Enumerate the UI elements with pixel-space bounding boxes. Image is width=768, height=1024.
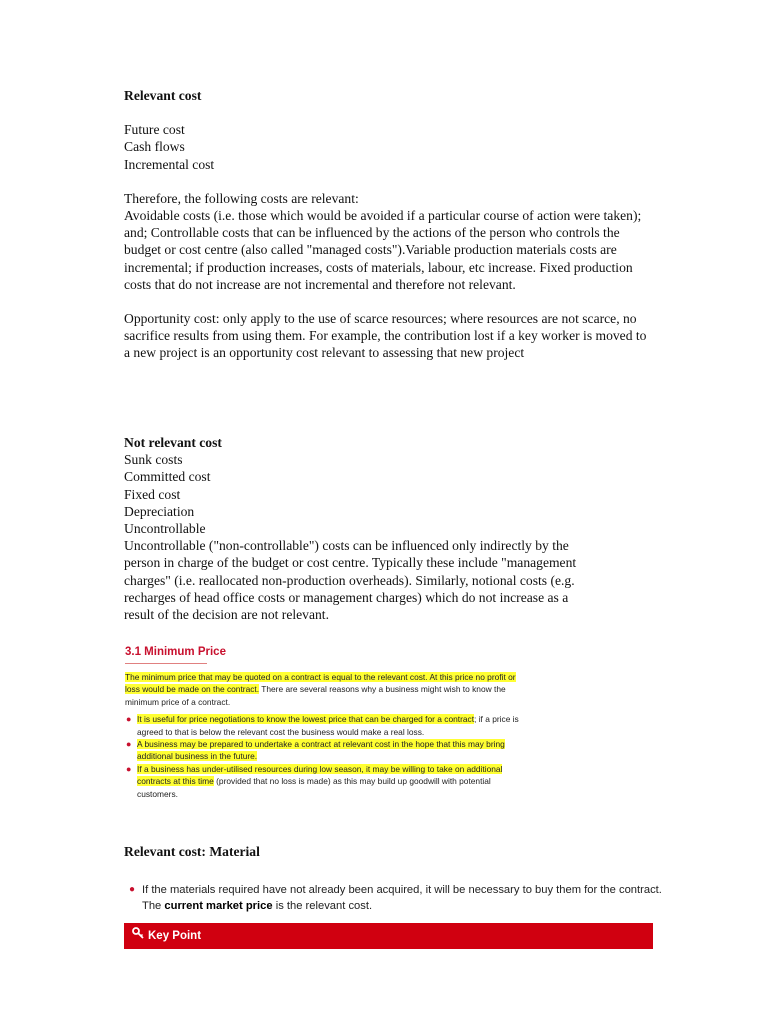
not-relevant-item: Depreciation <box>124 503 195 519</box>
material-bullet-line: If the materials required have not already been acquired, it will be necessary to buy them for the contract. <box>142 884 662 896</box>
uncontrollable-para-line: Uncontrollable ("non-controllable") costs can be influenced only indirectly by the <box>124 538 569 554</box>
not-relevant-item: Sunk costs <box>124 452 183 468</box>
minimum-price-intro <box>125 671 545 708</box>
relevant-para-line: budget or cost centre (also called "managed costs").Variable production materials costs are <box>124 242 617 258</box>
bullet-text: customers. <box>137 788 178 799</box>
bullet-highlight: contracts at this time <box>137 776 214 787</box>
intro-highlight: The minimum price that may be quoted on a contract is equal to the relevant cost. At this price no profit or <box>125 672 516 682</box>
not-relevant-item: Fixed cost <box>124 486 181 502</box>
not-relevant-item: Committed cost <box>124 469 211 485</box>
intro-text: minimum price of a contract. <box>125 696 231 707</box>
minimum-price-bullets <box>125 713 545 800</box>
material-bullet-text: The <box>142 900 165 912</box>
not-relevant-item: Uncontrollable <box>124 521 206 537</box>
bullet-highlight: If a business has under-utilised resources during low season, it may be willing to take on additional <box>137 763 503 774</box>
material-title: Relevant cost: Material <box>124 844 260 859</box>
bullet-highlight: It is useful for price negotiations to know the lowest price that can be charged for a contract <box>137 714 475 725</box>
bullet-dot-icon: ● <box>126 739 132 750</box>
material-bullet <box>130 882 670 914</box>
uncontrollable-para-line: person in charge of the budget or cost centre. Typically these include "management <box>124 555 577 571</box>
relevant-para-line: Therefore, the following costs are relevant: <box>124 190 359 206</box>
relevant-cost-section <box>124 87 646 362</box>
key-point-label: Key Point <box>148 930 202 943</box>
bullet-highlight: A business may be prepared to undertake a contract at relevant cost in the hope that this may bring <box>137 739 505 750</box>
key-icon <box>132 923 144 949</box>
relevant-para-line: costs that do not increase are not incremental and therefore not relevant. <box>124 276 516 292</box>
not-relevant-cost-section <box>124 434 576 623</box>
list-item <box>125 763 545 800</box>
relevant-para-line: incremental; if production increases, costs of materials, labour, etc increase. Fixed production <box>124 259 633 275</box>
intro-highlight: loss would be made on the contract. <box>125 684 260 695</box>
bullet-dot-icon: ● <box>126 714 132 725</box>
minimum-price-excerpt <box>125 646 545 800</box>
opportunity-para-line: Opportunity cost: only apply to the use of scarce resources; where resources are not scarce, no <box>124 311 637 327</box>
bullet-dot-icon: ● <box>129 884 136 895</box>
key-point-bar <box>124 923 653 949</box>
list-item <box>130 882 670 914</box>
uncontrollable-para-line: recharges of head office costs or management charges) which do not increase as a <box>124 589 569 605</box>
not-relevant-cost-title: Not relevant cost <box>124 435 222 450</box>
opportunity-para-line: sacrifice results from using them. For example, the contribution lost if a key worker is moved to <box>124 328 647 344</box>
relevant-cost-title: Relevant cost <box>124 88 202 103</box>
material-bullet-text: is the relevant cost. <box>272 900 373 912</box>
relevant-item: Incremental cost <box>124 156 215 172</box>
uncontrollable-para-line: charges" (i.e. reallocated non-production overheads). Similarly, notional costs (e.g. <box>124 572 575 588</box>
relevant-item: Future cost <box>124 122 185 138</box>
relevant-para-line: Avoidable costs (i.e. those which would be avoided if a particular course of action were taken); <box>124 208 642 224</box>
list-item <box>125 713 545 738</box>
bullet-highlight: additional business in the future. <box>137 751 258 762</box>
relevant-para-line: and; Controllable costs that can be influenced by the actions of the person who controls the <box>124 225 620 241</box>
intro-text: There are several reasons why a business might wish to know the <box>259 684 506 695</box>
uncontrollable-para-line: result of the decision are not relevant. <box>124 607 329 623</box>
relevant-item: Cash flows <box>124 139 185 155</box>
bullet-text: ; if a price is <box>474 714 519 725</box>
opportunity-para-line: a new project is an opportunity cost relevant to assessing that new project <box>124 345 525 361</box>
list-item <box>125 738 545 763</box>
heading-underline <box>125 663 207 664</box>
bullet-dot-icon: ● <box>126 763 132 774</box>
minimum-price-heading: 3.1 Minimum Price <box>125 646 226 658</box>
bullet-text: (provided that no loss is made) as this may build up goodwill with potential <box>213 776 491 787</box>
material-bullet-bold: current market price <box>164 900 273 912</box>
bullet-text: agreed to that is below the relevant cost the business would make a real loss. <box>137 726 425 737</box>
